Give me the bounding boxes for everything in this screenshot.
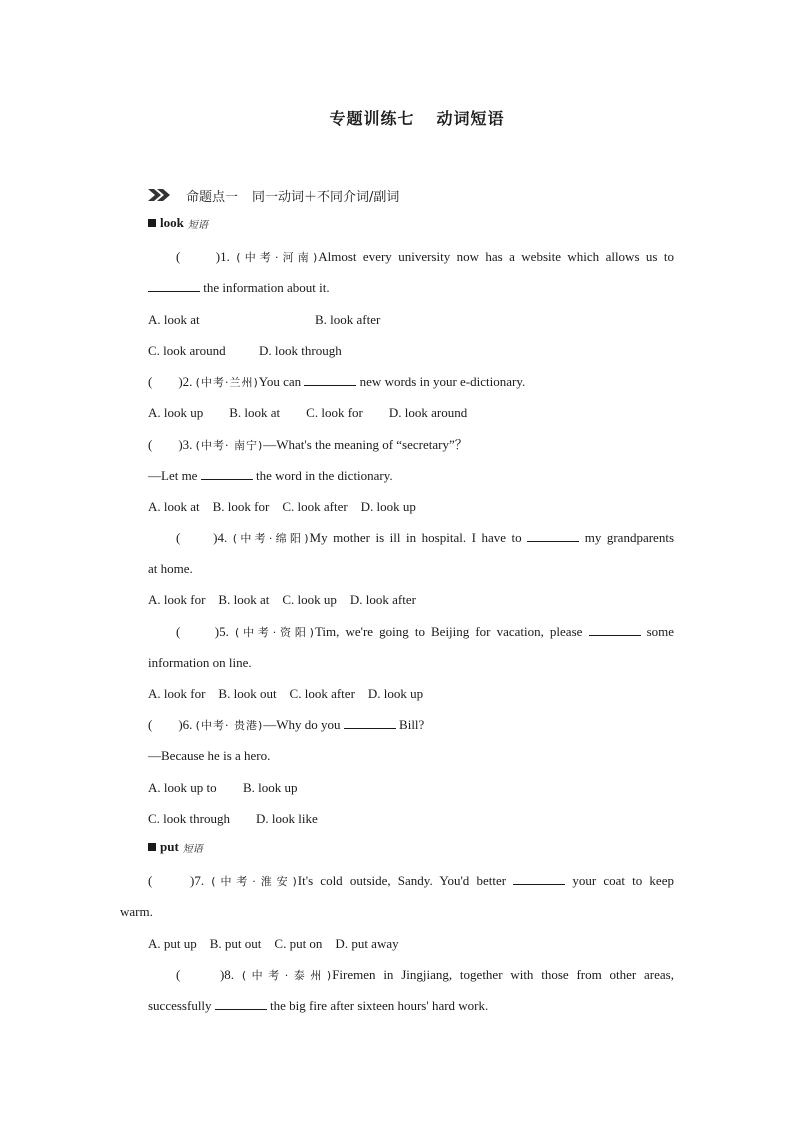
subheading-word: look (160, 215, 184, 230)
answer-blank[interactable] (215, 997, 267, 1010)
subheading-look (148, 215, 208, 231)
option-a: A. look up to (148, 780, 217, 795)
option-c: C. look around (148, 343, 226, 358)
answer-paren: ( ) (176, 967, 225, 982)
question-3-options: A. look at B. look for C. look after D. look up (148, 499, 416, 514)
question-source: (中考·淮安) (211, 875, 298, 888)
question-1-options-1 (148, 311, 674, 329)
answer-paren: ( ) (148, 717, 183, 732)
section-heading (148, 184, 399, 206)
option-b: B. look after (315, 312, 381, 327)
answer-paren: ( ) (176, 624, 220, 639)
question-1-line-1: ( )1. (中考·河南)Almost every university now has a website which allows us to (176, 249, 674, 264)
question-8-line-2: successfully the big fire after sixteen hours' hard work. (148, 998, 489, 1013)
question-6-options-1 (148, 779, 674, 797)
answer-paren: ( ) (148, 873, 195, 888)
answer-paren: ( ) (176, 530, 218, 545)
question-source: (中考·泰州) (241, 969, 333, 982)
answer-blank[interactable] (304, 373, 356, 386)
answer-blank[interactable] (513, 872, 565, 885)
question-4-line-1: ( )4. (中考·绵阳)My mother is ill in hospital. I have to my grandparents (176, 530, 674, 545)
question-5-line-2: information on line. (148, 655, 252, 670)
subheading-put (148, 839, 203, 855)
question-7-line-2: warm. (120, 904, 153, 919)
question-8-line-1: ( )8. (中考·泰州)Firemen in Jingjiang, together with those from other areas, (176, 967, 674, 982)
question-5-line-1: ( )5. (中考·资阳)Tim, we're going to Beijing for vacation, please some (176, 624, 675, 639)
option-a: A. look at (148, 312, 200, 327)
answer-blank[interactable] (527, 529, 579, 542)
subheading-note: 短语 (182, 843, 203, 855)
double-arrow-icon (148, 187, 174, 203)
square-bullet-icon (148, 219, 156, 227)
answer-blank[interactable] (344, 716, 396, 729)
question-3-line-1: ( )3. (中考· 南宁)—What's the meaning of “secretary”？ (148, 437, 468, 452)
question-source: (中考·兰州) (195, 376, 259, 389)
question-7-options: A. put up B. put out C. put on D. put away (148, 936, 399, 951)
question-4-line-2: at home. (148, 561, 193, 576)
page-title (0, 106, 794, 129)
section-text: 同一动词＋不同介词/副词 (252, 189, 400, 205)
subheading-word: put (160, 839, 179, 854)
answer-paren: ( ) (176, 249, 221, 264)
title-part1: 专题训练七 (329, 109, 415, 128)
subheading-note: 短语 (187, 219, 208, 231)
question-6-line-2: —Because he is a hero. (148, 748, 271, 763)
question-source: (中考· 贵港) (195, 719, 264, 732)
question-1-options-2 (148, 342, 674, 360)
option-d: D. look through (259, 343, 342, 358)
question-7-line-1: ( )7. (中考·淮安)It's cold outside, Sandy. You'd better your coat to keep (148, 873, 674, 888)
question-6-options-2 (148, 810, 674, 828)
question-5-options: A. look for B. look out C. look after D. look up (148, 686, 424, 701)
answer-blank[interactable] (148, 279, 200, 292)
question-3-line-2: —Let me the word in the dictionary. (148, 468, 393, 483)
option-d: D. look like (256, 811, 318, 826)
answer-paren: ( ) (148, 437, 183, 452)
answer-paren: ( ) (148, 374, 183, 389)
question-6-line-1: ( )6. (中考· 贵港)—Why do you Bill? (148, 717, 425, 732)
question-2-options: A. look up B. look at C. look for D. look around (148, 405, 468, 420)
question-source: (中考· 南宁) (195, 439, 264, 452)
square-bullet-icon (148, 843, 156, 851)
question-source: (中考·资阳) (234, 626, 315, 639)
answer-blank[interactable] (589, 623, 641, 636)
question-4-options: A. look for B. look at C. look up D. look after (148, 592, 416, 607)
answer-blank[interactable] (201, 467, 253, 480)
option-b: B. look up (243, 780, 298, 795)
question-1-line-2: the information about it. (148, 279, 674, 297)
question-2-line-1: ( )2. (中考·兰州)You can new words in your e-dictionary. (148, 374, 526, 389)
question-source: (中考·绵阳) (232, 532, 310, 545)
question-source: (中考·河南) (236, 251, 319, 264)
title-part2: 动词短语 (436, 109, 505, 128)
section-label: 命题点一 (186, 189, 239, 205)
option-c: C. look through (148, 811, 230, 826)
question-text: Almost every university now has a website which allows us to (318, 249, 674, 264)
